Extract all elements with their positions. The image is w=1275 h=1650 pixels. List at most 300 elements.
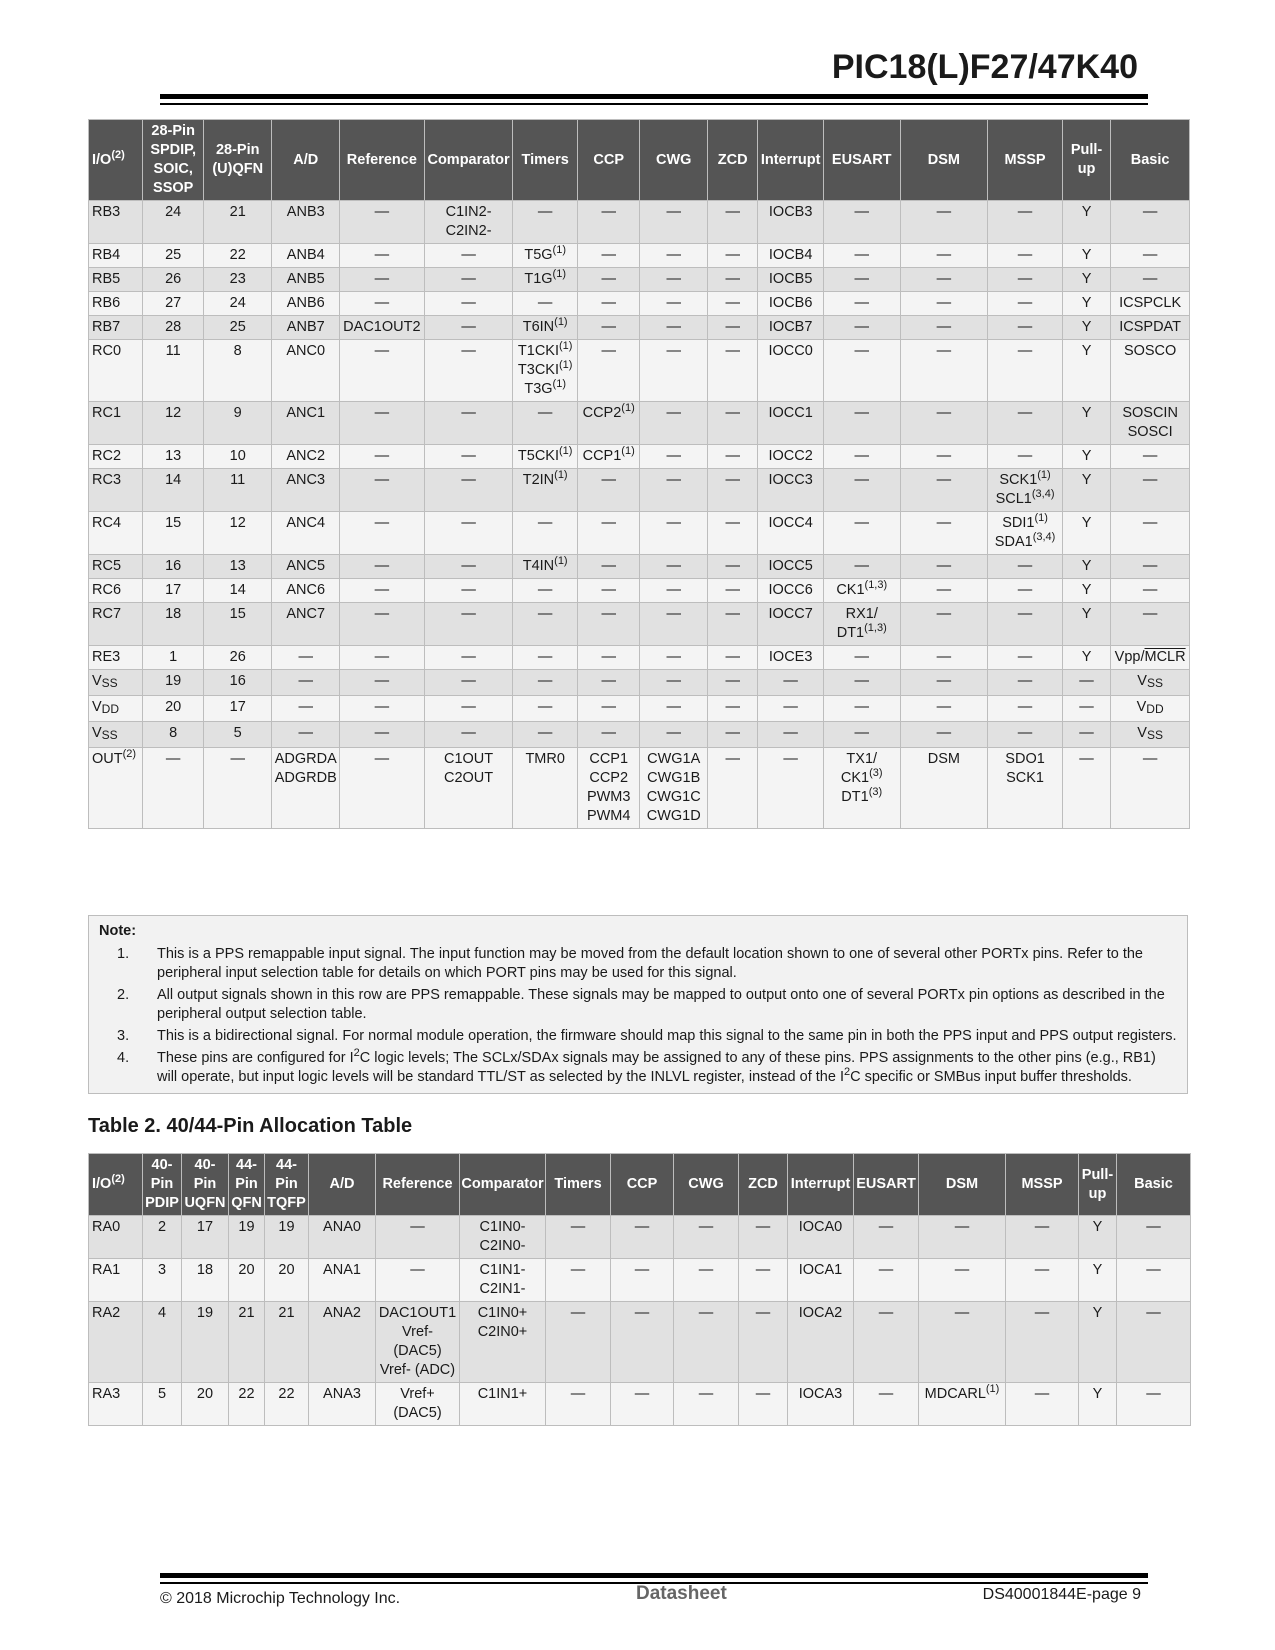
note-number: 1. <box>117 946 130 962</box>
table-cell: CCP1 CCP2 PWM3 PWM4 <box>577 748 640 829</box>
table-cell: — <box>900 646 988 670</box>
table-cell: RB5 <box>89 268 143 292</box>
table-cell: — <box>739 1259 788 1302</box>
table-cell: DAC1OUT1 Vref- (DAC5) Vref- (ADC) <box>376 1302 460 1383</box>
table-cell: TX1/ CK1$^{(3)}$ DT1$^{(3)}$ <box>823 748 900 829</box>
table-cell: — <box>640 555 708 579</box>
table-cell: — <box>900 244 988 268</box>
table-cell: — <box>546 1302 611 1383</box>
table-cell: — <box>546 1383 611 1426</box>
table-row <box>89 402 1190 445</box>
table-cell: Y <box>1079 1383 1117 1426</box>
table2-caption: Table 2. 40/44-Pin Allocation Table <box>88 1115 413 1137</box>
table-cell: RB3 <box>89 201 143 244</box>
table-cell: — <box>340 292 425 316</box>
table-row <box>89 603 1190 646</box>
table-cell: RB4 <box>89 244 143 268</box>
table-cell: — <box>739 1302 788 1383</box>
table-cell: — <box>376 1259 460 1302</box>
table-cell: 28 <box>143 316 203 340</box>
table-row <box>89 1383 1191 1426</box>
table-cell: Y <box>1062 292 1110 316</box>
table-cell: 24 <box>143 201 203 244</box>
table-cell: 26 <box>203 646 272 670</box>
table-row <box>89 445 1190 469</box>
table-cell: MDCARL$^{(1)}$ <box>919 1383 1006 1426</box>
table-cell: ICSPDAT <box>1111 316 1190 340</box>
table-cell: IOCC3 <box>758 469 824 512</box>
table-cell: RC7 <box>89 603 143 646</box>
table-cell: ANC4 <box>272 512 340 555</box>
table-cell: — <box>707 402 757 445</box>
table-row <box>89 748 1190 829</box>
table-cell: 4 <box>143 1302 182 1383</box>
table-cell: — <box>340 748 425 829</box>
table-cell: VDD <box>89 696 143 722</box>
table-cell: — <box>707 579 757 603</box>
table-cell: 20 <box>143 696 203 722</box>
table-cell: — <box>900 292 988 316</box>
table-cell: — <box>272 670 340 696</box>
table-cell: — <box>340 445 425 469</box>
table-cell: 18 <box>182 1259 229 1302</box>
table-cell: VSS <box>1111 722 1190 748</box>
table-cell: 22 <box>229 1383 265 1426</box>
table-cell: — <box>424 722 513 748</box>
table-cell: — <box>640 696 708 722</box>
table-cell: — <box>513 402 578 445</box>
table-cell: — <box>1062 722 1110 748</box>
column-header: CWG <box>640 120 708 201</box>
table-cell: — <box>340 340 425 402</box>
table-cell: 11 <box>143 340 203 402</box>
table-cell: — <box>577 696 640 722</box>
table-row <box>89 316 1190 340</box>
table-cell: — <box>1117 1383 1191 1426</box>
table-cell: SCK1$^{(1)}$ SCL1$^{(3,4)}$ <box>988 469 1063 512</box>
column-header: CCP <box>611 1154 674 1216</box>
column-header: Timers <box>513 120 578 201</box>
table-cell: — <box>577 340 640 402</box>
table-cell: — <box>988 340 1063 402</box>
table-cell: — <box>424 445 513 469</box>
table-cell: 3 <box>143 1259 182 1302</box>
table-cell: IOCB4 <box>758 244 824 268</box>
table-cell: — <box>823 646 900 670</box>
table-cell: 5 <box>143 1383 182 1426</box>
column-header: A/D <box>309 1154 376 1216</box>
table-cell: 19 <box>143 670 203 696</box>
table-cell: — <box>1062 670 1110 696</box>
table-cell: — <box>546 1259 611 1302</box>
table-cell: — <box>1006 1383 1079 1426</box>
table-cell: — <box>988 603 1063 646</box>
table-cell: — <box>1006 1259 1079 1302</box>
table-cell: IOCA1 <box>788 1259 854 1302</box>
table-cell: — <box>640 244 708 268</box>
table-cell: IOCC5 <box>758 555 824 579</box>
note-item: 2. All output signals shown in this row are PPS remappable. These signals may be mapped to output onto one of several PORTx pin options as described in the peripheral output selection table. <box>117 987 1165 1022</box>
column-header: Interrupt <box>758 120 824 201</box>
table-row <box>89 201 1190 244</box>
table-cell: IOCA3 <box>788 1383 854 1426</box>
table-cell: — <box>513 579 578 603</box>
table-cell: RC3 <box>89 469 143 512</box>
table-cell: VSS <box>89 722 143 748</box>
column-header: Pull- up <box>1062 120 1110 201</box>
table-cell: — <box>707 603 757 646</box>
table-cell: — <box>272 722 340 748</box>
table-cell: — <box>340 201 425 244</box>
table-cell: SOSCO <box>1111 340 1190 402</box>
column-header: EUSART <box>823 120 900 201</box>
table-cell: — <box>513 201 578 244</box>
table-cell: 20 <box>229 1259 265 1302</box>
table-cell: — <box>1117 1259 1191 1302</box>
table-cell: 23 <box>203 268 272 292</box>
table-cell: — <box>739 1216 788 1259</box>
table-cell: RB7 <box>89 316 143 340</box>
table-cell: T6IN$^{(1)}$ <box>513 316 578 340</box>
table-cell: RC2 <box>89 445 143 469</box>
column-header: Interrupt <box>788 1154 854 1216</box>
table-cell: Y <box>1062 268 1110 292</box>
table-cell: — <box>1111 445 1190 469</box>
pin-allocation-table-40-44 <box>88 1153 1191 1426</box>
column-header: $I/O^{(2)}$ <box>89 1154 143 1216</box>
table-cell: 12 <box>143 402 203 445</box>
column-header: Reference <box>376 1154 460 1216</box>
table-row <box>89 244 1190 268</box>
table-cell: — <box>640 603 708 646</box>
table-cell: ANB4 <box>272 244 340 268</box>
note-item: 3. This is a bidirectional signal. For normal module operation, the firmware should map this signal to the same pin in both the PPS input and PPS output registers. <box>117 1028 1177 1044</box>
table-cell: — <box>988 646 1063 670</box>
table-cell: — <box>1062 748 1110 829</box>
table-cell: 15 <box>143 512 203 555</box>
table-cell: — <box>988 201 1063 244</box>
table-cell: — <box>340 696 425 722</box>
table-cell: — <box>707 316 757 340</box>
table-cell: ANA1 <box>309 1259 376 1302</box>
table-cell: Y <box>1079 1302 1117 1383</box>
notes-box <box>88 915 1188 1094</box>
table-cell: RC1 <box>89 402 143 445</box>
table-cell: — <box>854 1216 919 1259</box>
table-cell: — <box>707 512 757 555</box>
table-cell: — <box>988 579 1063 603</box>
table-cell: ANA2 <box>309 1302 376 1383</box>
column-header: Timers <box>546 1154 611 1216</box>
note-item: 1. This is a PPS remappable input signal. The input function may be moved from the default location shown to one of several other PORTx pins. Refer to the peripheral input selection table for details on which PORT pins may be used for this signal. <box>117 946 1143 981</box>
table-cell: 16 <box>143 555 203 579</box>
table-cell: — <box>988 316 1063 340</box>
table-cell: Vref+ (DAC5) <box>376 1383 460 1426</box>
table-cell: — <box>739 1383 788 1426</box>
table-cell: Y <box>1062 445 1110 469</box>
table-row <box>89 340 1190 402</box>
table-cell: RA1 <box>89 1259 143 1302</box>
table-cell: — <box>900 670 988 696</box>
table-cell: IOCB5 <box>758 268 824 292</box>
column-header: MSSP <box>988 120 1063 201</box>
table-cell: RC4 <box>89 512 143 555</box>
column-header: DSM <box>900 120 988 201</box>
column-header: $I/O^{(2)}$ <box>89 120 143 201</box>
table-cell: — <box>424 402 513 445</box>
column-header: Reference <box>340 120 425 201</box>
table-cell: — <box>674 1383 739 1426</box>
table-cell: — <box>707 646 757 670</box>
table-cell: — <box>900 445 988 469</box>
table-cell: — <box>340 512 425 555</box>
table-cell: RE3 <box>89 646 143 670</box>
table-cell: ANC2 <box>272 445 340 469</box>
table-cell: ICSPCLK <box>1111 292 1190 316</box>
table-cell: — <box>640 340 708 402</box>
table-cell: — <box>674 1302 739 1383</box>
table-cell: 1 <box>143 646 203 670</box>
table-cell: TMR0 <box>513 748 578 829</box>
table-cell: — <box>988 696 1063 722</box>
table-cell: 11 <box>203 469 272 512</box>
table-cell: IOCC7 <box>758 603 824 646</box>
table-cell: — <box>707 722 757 748</box>
table-cell: 13 <box>143 445 203 469</box>
table-cell: 20 <box>265 1259 309 1302</box>
table-cell: VDD <box>1111 696 1190 722</box>
table-cell: — <box>513 722 578 748</box>
table-cell: Y <box>1079 1216 1117 1259</box>
table-cell: T5CKI$^{(1)}$ <box>513 445 578 469</box>
table-cell: — <box>640 316 708 340</box>
table-cell: — <box>758 748 824 829</box>
table-row <box>89 555 1190 579</box>
table-cell: Y <box>1062 579 1110 603</box>
table-cell: — <box>513 292 578 316</box>
table-cell: Y <box>1062 603 1110 646</box>
table-cell: — <box>513 512 578 555</box>
table-cell: — <box>823 316 900 340</box>
table-cell: C1IN1- C2IN1- <box>460 1259 546 1302</box>
table-cell: — <box>707 445 757 469</box>
table-cell: — <box>823 402 900 445</box>
table-cell: — <box>823 670 900 696</box>
table-cell: — <box>900 316 988 340</box>
table-cell: — <box>513 670 578 696</box>
table-cell: CCP1$^{(1)}$ <box>577 445 640 469</box>
table-cell: — <box>640 201 708 244</box>
table-cell: — <box>988 445 1063 469</box>
table-row <box>89 292 1190 316</box>
table-cell: 5 <box>203 722 272 748</box>
table-row <box>89 670 1190 696</box>
table-cell: — <box>640 469 708 512</box>
header-rule <box>160 94 1148 99</box>
table-cell: 2 <box>143 1216 182 1259</box>
table-cell: — <box>203 748 272 829</box>
column-header: Comparator <box>460 1154 546 1216</box>
table-cell: — <box>823 696 900 722</box>
table-cell: — <box>376 1216 460 1259</box>
table-row <box>89 646 1190 670</box>
table-cell: 25 <box>203 316 272 340</box>
table-cell: DAC1OUT2 <box>340 316 425 340</box>
table-cell: — <box>1111 268 1190 292</box>
table-cell: 15 <box>203 603 272 646</box>
table-cell: — <box>640 445 708 469</box>
table-cell: — <box>823 340 900 402</box>
table-cell: — <box>707 201 757 244</box>
table-cell: ANB5 <box>272 268 340 292</box>
table-cell: — <box>577 722 640 748</box>
table-cell: $T1G^{(1)}$ <box>513 268 578 292</box>
table-cell: — <box>674 1216 739 1259</box>
note-number: 4. <box>117 1050 130 1066</box>
header-rule-thin <box>160 103 1148 105</box>
column-header: 44- Pin QFN <box>229 1154 265 1216</box>
table-cell: IOCC0 <box>758 340 824 402</box>
table-cell: — <box>272 646 340 670</box>
table-cell: — <box>424 340 513 402</box>
column-header: CCP <box>577 120 640 201</box>
table-cell: CWG1A CWG1B CWG1C CWG1D <box>640 748 708 829</box>
table-cell: 22 <box>265 1383 309 1426</box>
table-cell: — <box>900 579 988 603</box>
table-cell: 21 <box>229 1302 265 1383</box>
table-cell: — <box>340 579 425 603</box>
table-cell: — <box>707 292 757 316</box>
notes-heading: Note: <box>99 923 137 939</box>
table-cell: ANC5 <box>272 555 340 579</box>
table-cell: — <box>854 1383 919 1426</box>
table-cell: — <box>988 555 1063 579</box>
table-cell: — <box>513 696 578 722</box>
table-cell: — <box>707 340 757 402</box>
table-cell: — <box>758 722 824 748</box>
table-cell: RA0 <box>89 1216 143 1259</box>
table-cell: ANB3 <box>272 201 340 244</box>
table-cell: — <box>900 340 988 402</box>
table-cell: — <box>424 579 513 603</box>
table-cell: — <box>1111 244 1190 268</box>
table-cell: IOCC2 <box>758 445 824 469</box>
table-cell: — <box>1111 603 1190 646</box>
table-cell: — <box>854 1302 919 1383</box>
table-cell: IOCE3 <box>758 646 824 670</box>
footer-rule <box>160 1573 1148 1578</box>
table-cell: 19 <box>182 1302 229 1383</box>
table-cell: — <box>272 696 340 722</box>
table-cell: 8 <box>143 722 203 748</box>
table-cell: — <box>513 646 578 670</box>
table-cell: — <box>611 1216 674 1259</box>
table-cell: IOCC4 <box>758 512 824 555</box>
table-row <box>89 579 1190 603</box>
table-cell: — <box>900 512 988 555</box>
table-cell: — <box>424 268 513 292</box>
table-cell: — <box>1006 1216 1079 1259</box>
table-cell: — <box>1117 1302 1191 1383</box>
table-cell: — <box>1111 748 1190 829</box>
table-cell: — <box>424 670 513 696</box>
column-header: Comparator <box>424 120 513 201</box>
table-cell: 17 <box>143 579 203 603</box>
table-cell: — <box>823 201 900 244</box>
column-header: 28-Pin SPDIP, SOIC, SSOP <box>143 120 203 201</box>
table-cell: — <box>707 696 757 722</box>
table-header-row <box>89 120 1190 201</box>
table-cell: RA2 <box>89 1302 143 1383</box>
note-item: 4. These pins are configured for $I^2C$ logic levels; The SCLx/SDAx signals may be assigned to any of these pins. PPS assignments to the other pins (e.g., RB1) will operate, but input logic levels will be standard TTL/ST as selected by the INLVL register, instead of the $I^2C$ specific or SMBus input buffer thresholds. <box>117 1047 1156 1085</box>
table-cell: — <box>424 603 513 646</box>
table-cell: IOCC6 <box>758 579 824 603</box>
table-cell: 21 <box>265 1302 309 1383</box>
table-cell: 17 <box>182 1216 229 1259</box>
table-cell: — <box>988 722 1063 748</box>
table-cell: Y <box>1062 555 1110 579</box>
table-cell: — <box>577 268 640 292</box>
table-cell: — <box>577 512 640 555</box>
column-header: CWG <box>674 1154 739 1216</box>
table-cell: Vpp/MCLR <box>1111 646 1190 670</box>
table-cell: — <box>707 670 757 696</box>
table-cell: — <box>823 469 900 512</box>
table-cell: CCP2$^{(1)}$ <box>577 402 640 445</box>
table-cell: Y <box>1062 244 1110 268</box>
table-cell: — <box>900 201 988 244</box>
table-cell: — <box>988 292 1063 316</box>
table-cell: Y <box>1062 201 1110 244</box>
note-number: 3. <box>117 1028 130 1044</box>
table-cell: C1IN0- C2IN0- <box>460 1216 546 1259</box>
column-header: ZCD <box>707 120 757 201</box>
table-cell: — <box>919 1216 1006 1259</box>
table-row <box>89 1302 1191 1383</box>
table-cell: — <box>823 268 900 292</box>
table-cell: — <box>611 1302 674 1383</box>
table-cell: SDI1$^{(1)}$ SDA1$^{(3,4)}$ <box>988 512 1063 555</box>
table-cell: RC5 <box>89 555 143 579</box>
table-row <box>89 1259 1191 1302</box>
table-cell: T4IN$^{(1)}$ <box>513 555 578 579</box>
table-cell: — <box>424 292 513 316</box>
table-row <box>89 469 1190 512</box>
table-cell: — <box>611 1259 674 1302</box>
table-cell: 14 <box>143 469 203 512</box>
table-cell: — <box>988 402 1063 445</box>
table-cell: — <box>823 292 900 316</box>
table-cell: — <box>1062 696 1110 722</box>
table-row <box>89 722 1190 748</box>
table-cell: — <box>758 670 824 696</box>
table-cell: — <box>758 696 824 722</box>
table-cell: RX1/ DT1$^{(1,3)}$ <box>823 603 900 646</box>
table-cell: IOCB7 <box>758 316 824 340</box>
table-cell: ANB7 <box>272 316 340 340</box>
table-cell: ADGRDA ADGRDB <box>272 748 340 829</box>
table-cell: — <box>707 268 757 292</box>
table-cell: ANA0 <box>309 1216 376 1259</box>
table-cell: — <box>640 402 708 445</box>
table-row <box>89 696 1190 722</box>
table-cell: C1IN1+ <box>460 1383 546 1426</box>
table-cell: — <box>577 670 640 696</box>
column-header: Pull- up <box>1079 1154 1117 1216</box>
table-cell: 8 <box>203 340 272 402</box>
table-cell: — <box>1111 579 1190 603</box>
table-cell: — <box>577 646 640 670</box>
